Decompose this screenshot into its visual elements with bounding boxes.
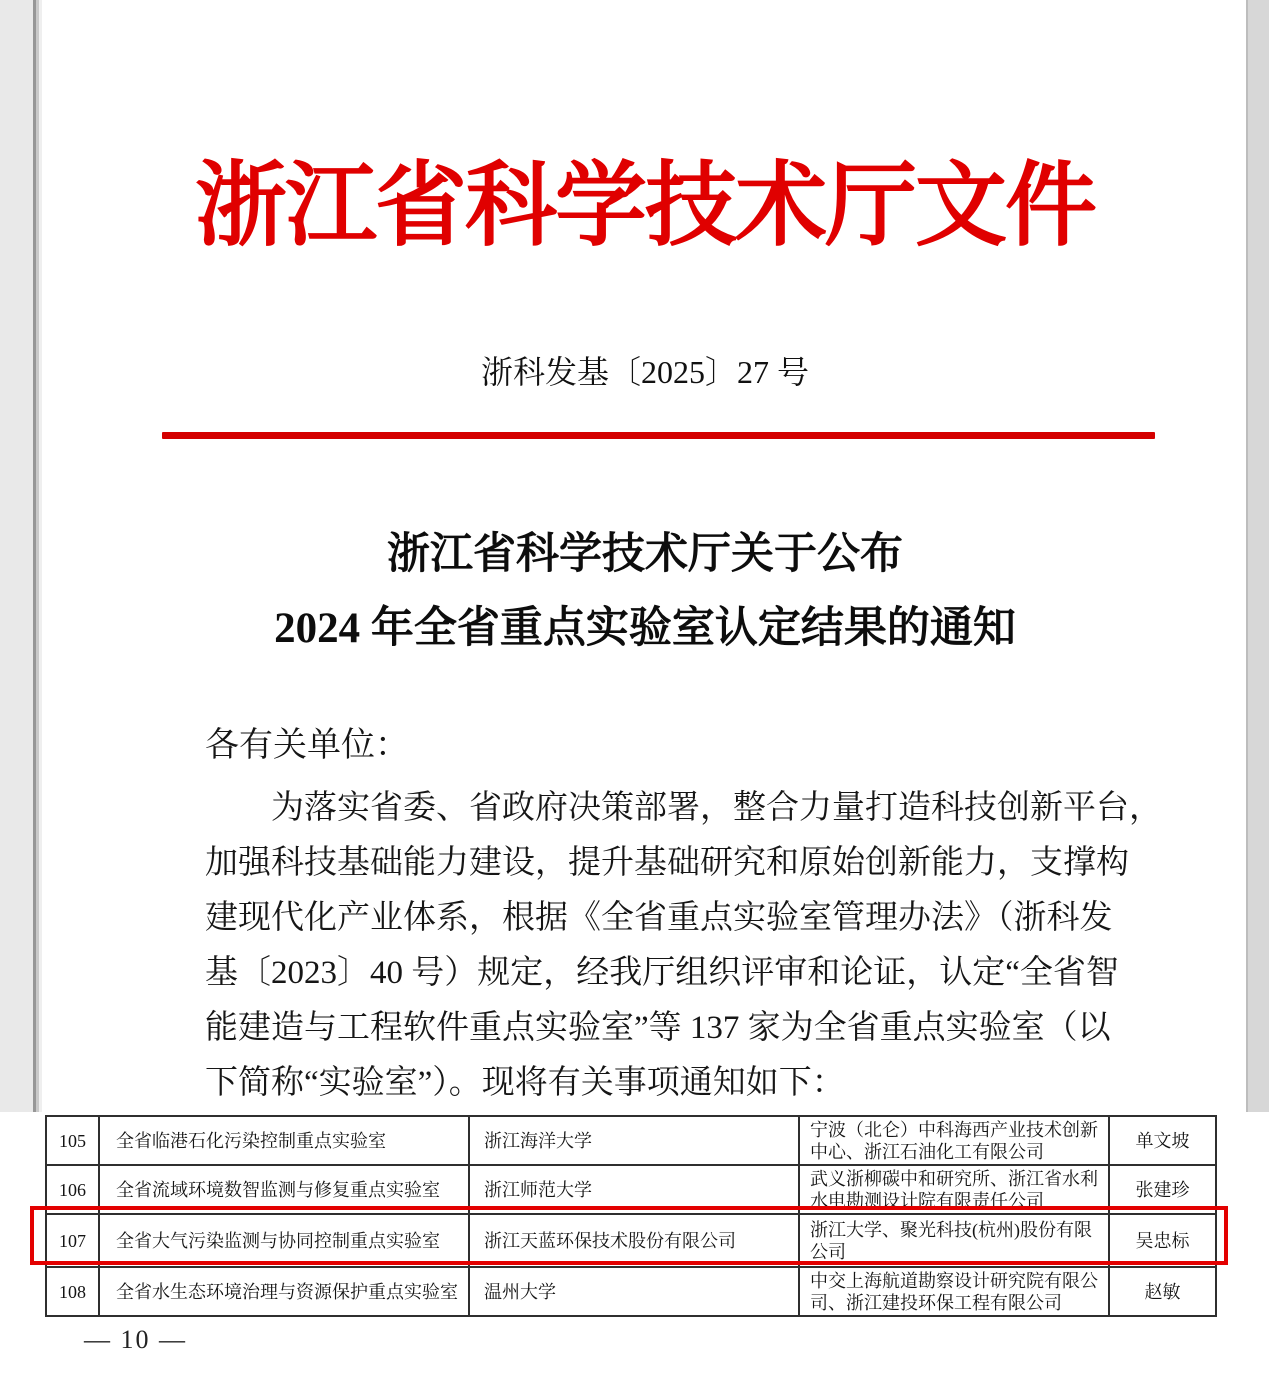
cell-org: 浙江天蓝环保技术股份有限公司 (469, 1214, 799, 1267)
cell-director: 张建珍 (1109, 1165, 1216, 1214)
notice-title (45, 518, 1245, 666)
cell-org: 浙江海洋大学 (469, 1116, 799, 1165)
cell-lab: 全省水生态环境治理与资源保护重点实验室 (99, 1267, 469, 1316)
cell-lab: 全省流域环境数智监测与修复重点实验室 (99, 1165, 469, 1214)
cell-no: 107 (46, 1214, 99, 1267)
notice-title-line2: 2024 年全省重点实验室认定结果的通知 (274, 605, 1016, 652)
page-number: — 10 — (84, 1325, 187, 1354)
letterhead-title: 浙江省科学技术厅文件 (194, 155, 1095, 257)
letterhead-divider-rule (162, 432, 1155, 439)
table-row-highlighted (46, 1214, 1216, 1267)
cell-director: 吴忠标 (1109, 1214, 1216, 1267)
document-number: 浙科发基〔2025〕27 号 (480, 354, 809, 390)
cell-no: 108 (46, 1267, 99, 1316)
body-line: 为落实省委、省政府决策部署，整合力量打造科技创新平台， (271, 790, 1162, 826)
cell-no: 106 (46, 1165, 99, 1214)
notice-title-line1: 浙江省科学技术厅关于公布 (387, 531, 903, 578)
cell-partners: 宁波（北仑）中科海西产业技术创新中心、浙江石油化工有限公司 (799, 1116, 1109, 1165)
results-table (45, 1115, 1217, 1317)
body-line: 加强科技基础能力建设，提升基础研究和原始创新能力，支撑构 (205, 845, 1129, 881)
salutation: 各有关单位： (205, 727, 409, 764)
cell-org: 温州大学 (469, 1267, 799, 1316)
table-row (46, 1165, 1216, 1214)
cell-lab: 全省大气污染监测与协同控制重点实验室 (99, 1214, 469, 1267)
cell-director: 赵敏 (1109, 1267, 1216, 1316)
cell-partners: 中交上海航道勘察设计研究院有限公司、浙江建投环保工程有限公司 (799, 1267, 1109, 1316)
body-line: 能建造与工程软件重点实验室”等 137 家为全省重点实验室（以 (205, 1010, 1111, 1046)
results-table-body (46, 1116, 1216, 1316)
table-row (46, 1116, 1216, 1165)
cell-no: 105 (46, 1116, 99, 1165)
page-right-margin-shade (1246, 0, 1269, 1112)
table-row (46, 1267, 1216, 1316)
cell-lab: 全省临港石化污染控制重点实验室 (99, 1116, 469, 1165)
page-left-margin-shade (0, 0, 33, 1112)
body-paragraph (205, 781, 1162, 1111)
cell-director: 单文坡 (1109, 1116, 1216, 1165)
body-line: 基〔2023〕40 号）规定，经我厅组织评审和论证，认定“全省智 (205, 955, 1119, 991)
cell-partners: 浙江大学、聚光科技(杭州)股份有限公司 (799, 1214, 1109, 1267)
cell-org: 浙江师范大学 (469, 1165, 799, 1214)
body-line: 下简称“实验室”）。现将有关事项通知如下： (205, 1065, 845, 1101)
body-line: 建现代化产业体系，根据《全省重点实验室管理办法》（浙科发 (205, 900, 1113, 936)
page-left-edge-line (33, 0, 42, 1112)
cell-partners: 武义浙柳碳中和研究所、浙江省水利水电勘测设计院有限责任公司 (799, 1165, 1109, 1214)
